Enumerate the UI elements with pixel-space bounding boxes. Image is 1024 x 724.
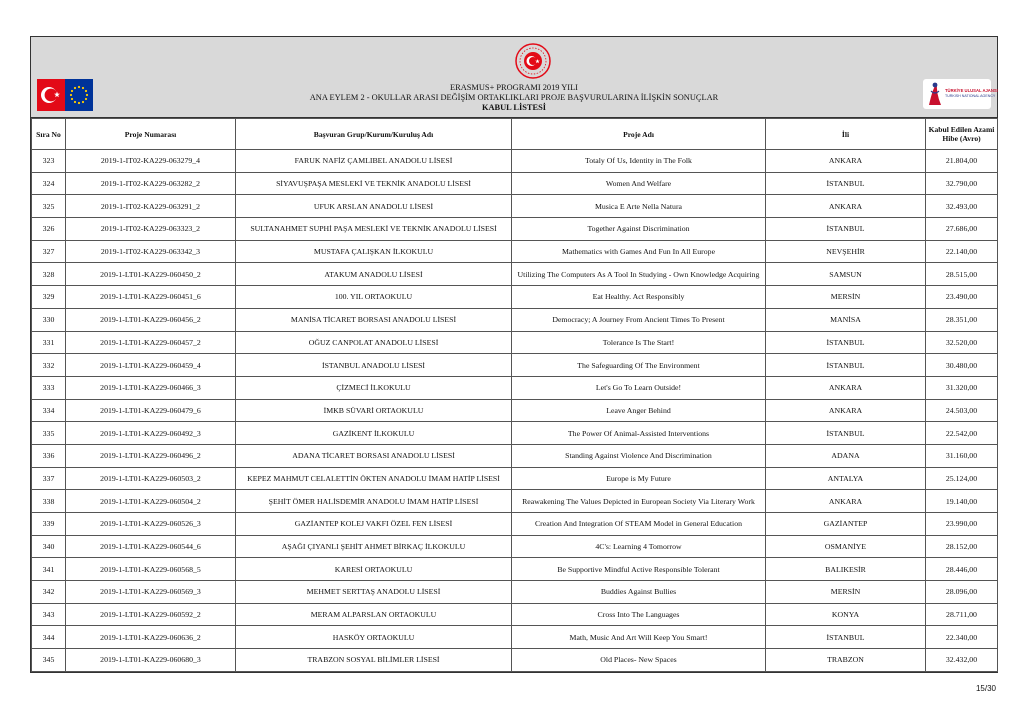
- cell-institution: OĞUZ CANPOLAT ANADOLU LİSESİ: [236, 331, 512, 354]
- cell-grant: 25.124,00: [926, 467, 998, 490]
- cell-order-no: 325: [32, 195, 66, 218]
- cell-institution: KARESİ ORTAOKULU: [236, 558, 512, 581]
- cell-project-name: Utilizing The Computers As A Tool In Studying - Own Knowledge Acquiring: [512, 263, 766, 286]
- cell-grant: 31.160,00: [926, 444, 998, 467]
- cell-order-no: 328: [32, 263, 66, 286]
- col-header-institution: Başvuran Grup/Kurum/Kuruluş Adı: [236, 119, 512, 150]
- cell-order-no: 337: [32, 467, 66, 490]
- table-row: [32, 558, 998, 581]
- cell-city: NEVŞEHİR: [766, 240, 926, 263]
- national-agency-name: TÜRKİYE ULUSAL AJANSI: [945, 88, 998, 93]
- cell-project-number: 2019-1-LT01-KA229-060457_2: [66, 331, 236, 354]
- cell-order-no: 342: [32, 581, 66, 604]
- cell-project-name: Together Against Discrimination: [512, 218, 766, 241]
- cell-grant: 30.480,00: [926, 354, 998, 377]
- cell-city: TRABZON: [766, 649, 926, 672]
- cell-institution: 100. YIL ORTAOKULU: [236, 286, 512, 309]
- table-row: [32, 581, 998, 604]
- cell-institution: MUSTAFA ÇALIŞKAN İLKOKULU: [236, 240, 512, 263]
- cell-grant: 32.493,00: [926, 195, 998, 218]
- cell-city: MANİSA: [766, 308, 926, 331]
- cell-institution: İSTANBUL ANADOLU LİSESİ: [236, 354, 512, 377]
- cell-order-no: 323: [32, 150, 66, 173]
- table-row: [32, 535, 998, 558]
- cell-project-name: Tolerance Is The Start!: [512, 331, 766, 354]
- cell-project-number: 2019-1-LT01-KA229-060451_6: [66, 286, 236, 309]
- table-row: [32, 195, 998, 218]
- cell-grant: 22.542,00: [926, 422, 998, 445]
- cell-project-number: 2019-1-LT01-KA229-060503_2: [66, 467, 236, 490]
- cell-city: KONYA: [766, 603, 926, 626]
- cell-grant: 31.320,00: [926, 376, 998, 399]
- cell-project-number: 2019-1-LT01-KA229-060680_3: [66, 649, 236, 672]
- cell-project-name: Buddies Against Bullies: [512, 581, 766, 604]
- cell-grant: 28.515,00: [926, 263, 998, 286]
- cell-project-number: 2019-1-LT01-KA229-060459_4: [66, 354, 236, 377]
- cell-institution: ATAKUM ANADOLU LİSESİ: [236, 263, 512, 286]
- cell-grant: 32.520,00: [926, 331, 998, 354]
- cell-order-no: 339: [32, 513, 66, 536]
- cell-institution: İMKB SÜVARİ ORTAOKULU: [236, 399, 512, 422]
- cell-grant: 22.340,00: [926, 626, 998, 649]
- cell-institution: HASKÖY ORTAOKULU: [236, 626, 512, 649]
- cell-project-name: Creation And Integration Of STEAM Model in General Education: [512, 513, 766, 536]
- col-header-grant: Kabul Edilen Azami Hibe (Avro): [926, 119, 998, 150]
- cell-order-no: 343: [32, 603, 66, 626]
- table-row: [32, 376, 998, 399]
- national-agency-subname: TURKISH NATIONAL AGENCY: [945, 94, 996, 98]
- table-row: [32, 286, 998, 309]
- cell-grant: 28.351,00: [926, 308, 998, 331]
- cell-grant: 24.503,00: [926, 399, 998, 422]
- cell-institution: KEPEZ MAHMUT CELALETTİN ÖKTEN ANADOLU İMAM HATİP LİSESİ: [236, 467, 512, 490]
- cell-order-no: 330: [32, 308, 66, 331]
- cell-city: GAZİANTEP: [766, 513, 926, 536]
- cell-project-name: Standing Against Violence And Discrimination: [512, 444, 766, 467]
- cell-order-no: 335: [32, 422, 66, 445]
- cell-project-number: 2019-1-LT01-KA229-060592_2: [66, 603, 236, 626]
- cell-grant: 23.490,00: [926, 286, 998, 309]
- cell-order-no: 333: [32, 376, 66, 399]
- table-row: [32, 308, 998, 331]
- table-row: [32, 626, 998, 649]
- cell-grant: 22.140,00: [926, 240, 998, 263]
- cell-city: SAMSUN: [766, 263, 926, 286]
- cell-project-number: 2019-1-LT01-KA229-060526_3: [66, 513, 236, 536]
- cell-grant: 28.446,00: [926, 558, 998, 581]
- cell-institution: ÇİZMECİ İLKOKULU: [236, 376, 512, 399]
- page-number: 15/30: [975, 684, 996, 693]
- cell-city: ANKARA: [766, 195, 926, 218]
- cell-grant: 27.686,00: [926, 218, 998, 241]
- cell-city: ANKARA: [766, 399, 926, 422]
- col-header-order-no: Sıra No: [32, 119, 66, 150]
- cell-project-name: Be Supportive Mindful Active Responsible Tolerant: [512, 558, 766, 581]
- cell-institution: MEHMET SERTTAŞ ANADOLU LİSESİ: [236, 581, 512, 604]
- cell-institution: SULTANAHMET SUPHİ PAŞA MESLEKİ VE TEKNİK ANADOLU LİSESİ: [236, 218, 512, 241]
- cell-order-no: 331: [32, 331, 66, 354]
- cell-project-name: Totaly Of Us, Identity in The Folk: [512, 150, 766, 173]
- cell-order-no: 329: [32, 286, 66, 309]
- cell-project-number: 2019-1-IT02-KA229-063291_2: [66, 195, 236, 218]
- cell-order-no: 324: [32, 172, 66, 195]
- acceptance-table: [31, 118, 998, 672]
- cell-project-number: 2019-1-LT01-KA229-060504_2: [66, 490, 236, 513]
- action-title: ANA EYLEM 2 - OKULLAR ARASI DEĞİŞİM ORTAKLIKLARI PROJE BAŞVURULARINA İLİŞKİN SONUÇLAR: [309, 93, 719, 102]
- cell-institution: TRABZON SOSYAL BİLİMLER LİSESİ: [236, 649, 512, 672]
- cell-project-name: Musica E Arte Nella Natura: [512, 195, 766, 218]
- cell-grant: 21.804,00: [926, 150, 998, 173]
- table-row: [32, 444, 998, 467]
- table-row: [32, 150, 998, 173]
- cell-project-name: Eat Healthy. Act Responsibly: [512, 286, 766, 309]
- cell-city: İSTANBUL: [766, 218, 926, 241]
- cell-project-number: 2019-1-LT01-KA229-060479_6: [66, 399, 236, 422]
- cell-grant: 28.096,00: [926, 581, 998, 604]
- cell-project-name: Let's Go To Learn Outside!: [512, 376, 766, 399]
- cell-city: İSTANBUL: [766, 172, 926, 195]
- cell-project-number: 2019-1-IT02-KA229-063323_2: [66, 218, 236, 241]
- table-row: [32, 513, 998, 536]
- header-titles: [31, 83, 997, 113]
- cell-institution: MERAM ALPARSLAN ORTAOKULU: [236, 603, 512, 626]
- cell-institution: GAZİANTEP KOLEJ VAKFI ÖZEL FEN LİSESİ: [236, 513, 512, 536]
- table-row: [32, 490, 998, 513]
- cell-project-number: 2019-1-IT02-KA229-063279_4: [66, 150, 236, 173]
- cell-project-name: 4C's: Learning 4 Tomorrow: [512, 535, 766, 558]
- table-row: [32, 603, 998, 626]
- cell-city: İSTANBUL: [766, 354, 926, 377]
- col-header-project-number: Proje Numarası: [66, 119, 236, 150]
- cell-order-no: 336: [32, 444, 66, 467]
- cell-order-no: 332: [32, 354, 66, 377]
- presidency-emblem-icon: [515, 43, 551, 79]
- cell-city: ANKARA: [766, 150, 926, 173]
- cell-institution: ADANA TİCARET BORSASI ANADOLU LİSESİ: [236, 444, 512, 467]
- table-row: [32, 422, 998, 445]
- cell-order-no: 341: [32, 558, 66, 581]
- cell-city: İSTANBUL: [766, 626, 926, 649]
- cell-city: MERSİN: [766, 581, 926, 604]
- cell-city: BALIKESİR: [766, 558, 926, 581]
- cell-grant: 23.990,00: [926, 513, 998, 536]
- cell-project-name: Cross Into The Languages: [512, 603, 766, 626]
- cell-institution: MANİSA TİCARET BORSASI ANADOLU LİSESİ: [236, 308, 512, 331]
- cell-project-number: 2019-1-LT01-KA229-060466_3: [66, 376, 236, 399]
- table-row: [32, 467, 998, 490]
- cell-city: ANKARA: [766, 376, 926, 399]
- cell-institution: AŞAĞI ÇIYANLI ŞEHİT AHMET BİRKAÇ İLKOKULU: [236, 535, 512, 558]
- col-header-city: İli: [766, 119, 926, 150]
- table-row: [32, 172, 998, 195]
- cell-order-no: 344: [32, 626, 66, 649]
- table-body: [32, 150, 998, 672]
- cell-project-name: Old Places- New Spaces: [512, 649, 766, 672]
- cell-project-number: 2019-1-LT01-KA229-060496_2: [66, 444, 236, 467]
- cell-city: İSTANBUL: [766, 422, 926, 445]
- cell-city: ADANA: [766, 444, 926, 467]
- cell-project-number: 2019-1-IT02-KA229-063282_2: [66, 172, 236, 195]
- table-row: [32, 399, 998, 422]
- cell-city: İSTANBUL: [766, 331, 926, 354]
- cell-project-number: 2019-1-LT01-KA229-060568_5: [66, 558, 236, 581]
- cell-order-no: 338: [32, 490, 66, 513]
- cell-city: MERSİN: [766, 286, 926, 309]
- cell-project-name: Leave Anger Behind: [512, 399, 766, 422]
- cell-city: ANKARA: [766, 490, 926, 513]
- cell-project-number: 2019-1-LT01-KA229-060456_2: [66, 308, 236, 331]
- cell-project-name: The Safeguarding Of The Environment: [512, 354, 766, 377]
- cell-institution: FARUK NAFİZ ÇAMLIBEL ANADOLU LİSESİ: [236, 150, 512, 173]
- cell-project-name: Europe is My Future: [512, 467, 766, 490]
- cell-project-number: 2019-1-LT01-KA229-060569_3: [66, 581, 236, 604]
- cell-institution: ŞEHİT ÖMER HALİSDEMİR ANADOLU İMAM HATİP LİSESİ: [236, 490, 512, 513]
- table-header-row: [32, 119, 998, 150]
- cell-institution: GAZİKENT İLKOKULU: [236, 422, 512, 445]
- cell-project-number: 2019-1-LT01-KA229-060492_3: [66, 422, 236, 445]
- list-title: KABUL LİSTESİ: [481, 103, 546, 112]
- table-row: [32, 218, 998, 241]
- cell-grant: 28.152,00: [926, 535, 998, 558]
- cell-order-no: 340: [32, 535, 66, 558]
- cell-order-no: 345: [32, 649, 66, 672]
- table-row: [32, 354, 998, 377]
- document-sheet: [30, 36, 998, 673]
- cell-project-name: Democracy; A Journey From Ancient Times To Present: [512, 308, 766, 331]
- cell-grant: 28.711,00: [926, 603, 998, 626]
- cell-project-number: 2019-1-IT02-KA229-063342_3: [66, 240, 236, 263]
- cell-order-no: 326: [32, 218, 66, 241]
- cell-grant: 32.790,00: [926, 172, 998, 195]
- table-row: [32, 263, 998, 286]
- cell-order-no: 327: [32, 240, 66, 263]
- document-header: [31, 37, 997, 118]
- col-header-project-name: Proje Adı: [512, 119, 766, 150]
- cell-institution: SİYAVUŞPAŞA MESLEKİ VE TEKNİK ANADOLU LİSESİ: [236, 172, 512, 195]
- table-row: [32, 331, 998, 354]
- cell-project-name: Women And Welfare: [512, 172, 766, 195]
- program-title: ERASMUS+ PROGRAMI 2019 YILI: [450, 83, 578, 92]
- cell-project-name: Math, Music And Art Will Keep You Smart!: [512, 626, 766, 649]
- table-row: [32, 240, 998, 263]
- cell-city: ANTALYA: [766, 467, 926, 490]
- cell-grant: 19.140,00: [926, 490, 998, 513]
- cell-project-number: 2019-1-LT01-KA229-060544_6: [66, 535, 236, 558]
- cell-project-name: Mathematics with Games And Fun In All Europe: [512, 240, 766, 263]
- cell-project-number: 2019-1-LT01-KA229-060450_2: [66, 263, 236, 286]
- cell-order-no: 334: [32, 399, 66, 422]
- table-row: [32, 649, 998, 672]
- cell-project-number: 2019-1-LT01-KA229-060636_2: [66, 626, 236, 649]
- cell-project-name: The Power Of Animal-Assisted Interventions: [512, 422, 766, 445]
- cell-project-name: Reawakening The Values Depicted in European Society Via Literary Work: [512, 490, 766, 513]
- cell-institution: UFUK ARSLAN ANADOLU LİSESİ: [236, 195, 512, 218]
- cell-grant: 32.432,00: [926, 649, 998, 672]
- cell-city: OSMANİYE: [766, 535, 926, 558]
